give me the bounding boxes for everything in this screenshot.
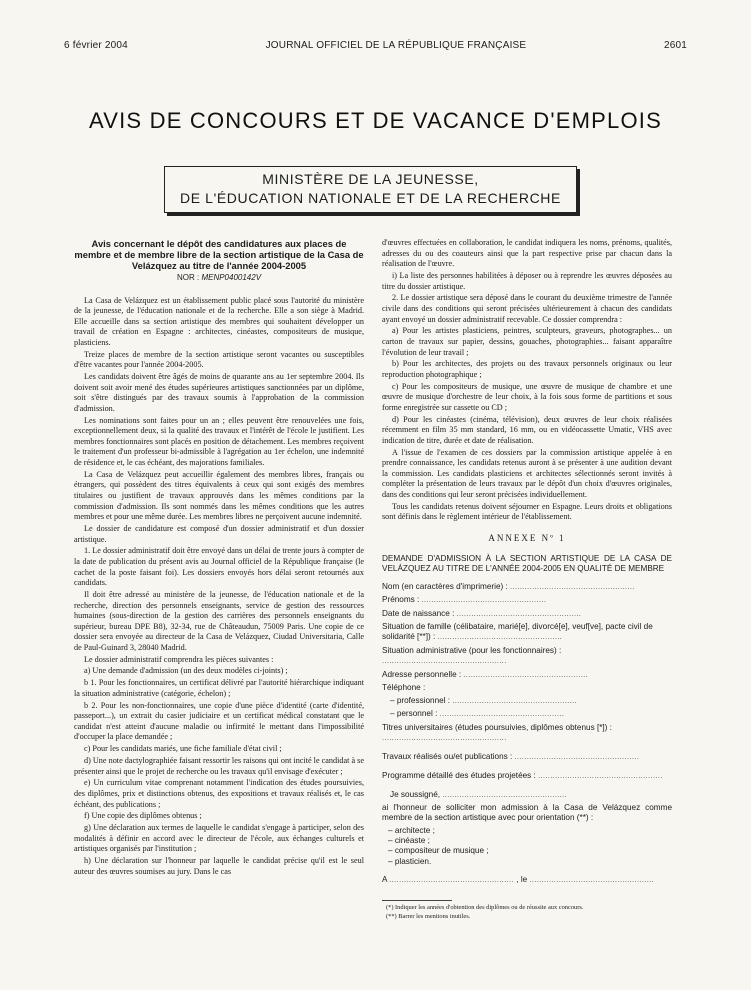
ministry-line-1: MINISTÈRE DE LA JEUNESSE,	[262, 171, 479, 187]
paragraph: e) Un curriculum vitae comprenant notamment l'indication des études poursuivies, des diplômes, prix et distinctions obtenus, des expositions et travaux réalisés et, le cas échéant, des publications ;	[74, 778, 364, 809]
paragraph: Il doit être adressé au ministère de la jeunesse, de l'éducation nationale et de la recherche, direction des personnels enseignants, service de gestion des ressources humaines (sous-direction de la gestion des carrières des personnels enseignants du supérieur, bureau DPE B8), 32-34, rue de Châteaudun, 75009 Paris. Une copie de ce dossier sera envoyée au directeur de la Casa de Velázquez, Ciudad Universitaria, Calle de Paul-Guinard 3, 28040 Madrid.	[74, 589, 364, 652]
nor-reference	[74, 273, 364, 284]
annexe-title: ANNEXE Nº 1	[488, 532, 566, 543]
paragraph: Les nominations sont faites pour un an ; elles peuvent être renouvelées une fois, exceptionnellement deux, si la qualité des travaux et l'intérêt de l'école le justifient. Les membres fonctionnaires sont placés en position de détachement. Les membres reçoivent le traitement d'un professeur bi-admissible à l'agrégation au 1er échelon, une indemnité de résidence et, le cas échéant, des majorations familiales.	[74, 415, 364, 468]
paragraph: d) Une note dactylographiée faisant ressortir les raisons qui ont incité le candidat à se présenter ainsi que le projet de recherche ou les travaux qu'il envisage d'exécuter ;	[74, 755, 364, 776]
form-title: DEMANDE D'ADMISSION À LA SECTION ARTISTIQUE DE LA CASA DE VELÁZQUEZ AU TITRE DE L'ANNÉE 2004-2005 EN QUALITÉ DE MEMBRE	[382, 553, 672, 573]
paragraph: Le dossier administratif comprendra les pièces suivantes :	[84, 654, 274, 664]
paragraph: f) Une copie des diplômes obtenus ;	[84, 811, 202, 821]
form-field: Téléphone :	[382, 683, 426, 693]
orientation-item: – plasticien.	[388, 856, 432, 866]
paragraph: a) Pour les artistes plasticiens, peintres, sculpteurs, graveurs, photographes... un carton de travaux sur papier, dessins, gouaches, photographies... faisant apparaître l'évolution de leur travail ;	[382, 326, 672, 357]
paragraph: Les candidats doivent être âgés de moins de quarante ans au 1er septembre 2004. Ils doivent soit avoir mené des études supérieures artistiques sanctionnées par un diplôme, soit s'être distingués par des travaux soumis à l'approbation de la commission d'admission.	[74, 372, 364, 413]
footnote: (**) Barrer les mentions inutiles.	[386, 913, 471, 921]
right-column	[382, 238, 672, 922]
paragraph: a) Une demande d'admission (un des deux modèles ci-joints) ;	[84, 666, 288, 676]
paragraph: A l'issue de l'examen de ces dossiers par la commission artistique appelée à en prendre connaissance, les candidats retenus auront à se présenter à une audition devant la commission. Les candidats plasticiens et architectes sélectionnés seront invités à compléter la présentation de leurs travaux par le dépôt d'un choix d'œuvres originales, dans des conditions qui leur seront précisées individuellement.	[382, 447, 672, 499]
nor-code: MENP0400142V	[201, 273, 262, 282]
paragraph: c) Pour les candidats mariés, une fiche familiale d'état civil ;	[84, 744, 282, 754]
form-field: Titres universitaires (études poursuivies, diplômes obtenus [*]) : ...................................................	[382, 722, 612, 742]
orientation-item: – cinéaste ;	[388, 836, 430, 846]
paragraph: Treize places de membre de la section artistique seront vacantes ou susceptibles d'être vacantes pour l'année 2004-2005.	[74, 349, 364, 370]
form-field: Nom (en caractères d'imprimerie) : ...................................................	[382, 581, 635, 591]
form-field: Prénoms : ...................................................	[382, 595, 547, 605]
paragraph: b 1. Pour les fonctionnaires, un certificat délivré par l'autorité hiérarchique indiquant la situation administrative (catégorie, échelon) ;	[74, 678, 364, 698]
paragraph: d'œuvres effectuées en collaboration, le candidat indiquera les noms, prénoms, qualités, adresses du ou des coauteurs ainsi que la part respective prise par chacun dans la réalisation de l'œuvre.	[382, 238, 672, 269]
paragraph: 1. Le dossier administratif doit être envoyé dans un délai de trente jours à compter de la date de publication du présent avis au Journal officiel de la République française (le cachet de la poste faisant foi). Les dossiers envoyés hors délai seront retournés aux candidats.	[74, 546, 364, 588]
header-date: 6 février 2004	[64, 40, 128, 51]
ministry-box	[164, 166, 577, 213]
form-field: Situation de famille (célibataire, marié[e], divorcé[e], veuf[ve], pacte civil de solidarité [**]) : ...................................................	[382, 622, 653, 642]
footnote-divider	[382, 900, 452, 901]
left-column	[74, 238, 364, 878]
paragraph: g) Une déclaration aux termes de laquelle le candidat s'engage à participer, selon des modalités à définir en accord avec le directeur de l'école, aux échanges culturels et artistiques organisés par l'institution ;	[74, 823, 364, 854]
form-field: Programme détaillé des études projetées : ...................................................	[382, 770, 663, 780]
orientation-item: – compositeur de musique ;	[388, 846, 489, 856]
running-head	[64, 40, 687, 51]
form-field: Adresse personnelle : ...................................................	[382, 669, 589, 679]
paragraph: i) La liste des personnes habilitées à déposer ou à reprendre les œuvres déposées au titre du dossier artistique.	[382, 270, 672, 291]
nor-label: NOR :	[176, 273, 200, 282]
request-text: ai l'honneur de solliciter mon admission à la Casa de Velázquez comme membre de la section artistique avec pour orientation (**) :	[382, 803, 672, 823]
paragraph: Tous les candidats retenus doivent séjourner en Espagne. Leurs droits et obligations sont définis dans le règlement intérieur de l'établissement.	[382, 501, 672, 522]
form-field: – personnel : ...................................................	[390, 709, 565, 719]
paragraph: d) Pour les cinéastes (cinéma, télévision), deux œuvres de leur choix réalisées récemment en film 35 mm standard, 16 mm, ou en vidéocassette Umatic, VHS avec indication de titre, durée et date de réalisation.	[382, 414, 672, 445]
paragraph: b) Pour les architectes, des projets ou des travaux personnels originaux ou leur reproduction photographique ;	[382, 359, 672, 379]
header-journal: JOURNAL OFFICIEL DE LA RÉPUBLIQUE FRANÇAISE	[265, 40, 527, 51]
signature-line: A ................................................... , le ...................................................	[382, 874, 655, 884]
header-page-number: 2601	[663, 40, 687, 51]
paragraph: h) Une déclaration sur l'honneur par laquelle le candidat précise qu'il est le seul auteur des œuvres soumises au jury. Dans le cas	[74, 856, 364, 876]
paragraph: c) Pour les compositeurs de musique, une œuvre de musique de chambre et une œuvre de musique d'orchestre de leur choix, à la fois sous forme de partitions et sous forme enregistrée sur cassette ou CD ;	[382, 381, 672, 412]
form-field: Travaux réalisés ou/et publications : ...................................................	[382, 751, 640, 761]
main-title: AVIS DE CONCOURS ET DE VACANCE D'EMPLOIS	[89, 108, 662, 133]
form-field: Date de naissance : ...................................................	[382, 608, 582, 618]
form-field: – professionnel : ...................................................	[390, 695, 578, 705]
soussigne-line: Je soussigné, ...................................................	[390, 789, 568, 799]
form-field: Situation administrative (pour les fonctionnaires) : ...................................................	[382, 645, 562, 665]
footnote: (*) Indiquer les années d'obtention des diplômes ou de réussite aux concours.	[386, 904, 584, 912]
notice-title: Avis concernant le dépôt des candidatures aux places de membre et de membre libre de la section artistique de la Casa de Velázquez au titre de l'année 2004-2005	[74, 238, 364, 271]
paragraph: Le dossier de candidature est composé d'un dossier administratif et d'un dossier artistique.	[74, 524, 364, 544]
paragraph: b 2. Pour les non-fonctionnaires, une copie d'une pièce d'identité (carte d'identité, passeport...), un extrait du casier judiciaire et un certificat médical constatant que le candidat n'est atteint d'aucune maladie ou infirmité le mettant dans l'impossibilité d'occuper la place demandée ;	[74, 700, 364, 742]
paragraph: 2. Le dossier artistique sera déposé dans le courant du deuxième trimestre de l'année civile dans des conditions qui seront précisées ultérieurement à chacun des candidats ayant envoyé un dossier administratif recevable. Ce dossier comprendra :	[382, 293, 672, 324]
ministry-line-2: DE L'ÉDUCATION NATIONALE ET DE LA RECHERCHE	[180, 190, 561, 206]
paragraph: La Casa de Velázquez peut accueillir également des membres libres, français ou étrangers, qui possèdent des titres équivalents à ceux qui sont exigés des membres titulaires ou justifient de travaux approuvés dans les mêmes conditions par la commission d'admission. Ils sont nommés dans les mêmes conditions que les autres membres et pour une même durée. Les membres libres ne perçoivent aucune indemnité.	[74, 469, 364, 522]
paragraph: La Casa de Velázquez est un établissement public placé sous l'autorité du ministère de la jeunesse, de l'éducation nationale et de la recherche. Elle a son siège à Madrid. Elle accueille dans sa section artistique des membres qui souhaitent développer un travail de création en Espagne : architectes, cinéastes, compositeurs de musique, plasticiens.	[74, 295, 364, 347]
orientation-item: – architecte ;	[388, 826, 435, 836]
